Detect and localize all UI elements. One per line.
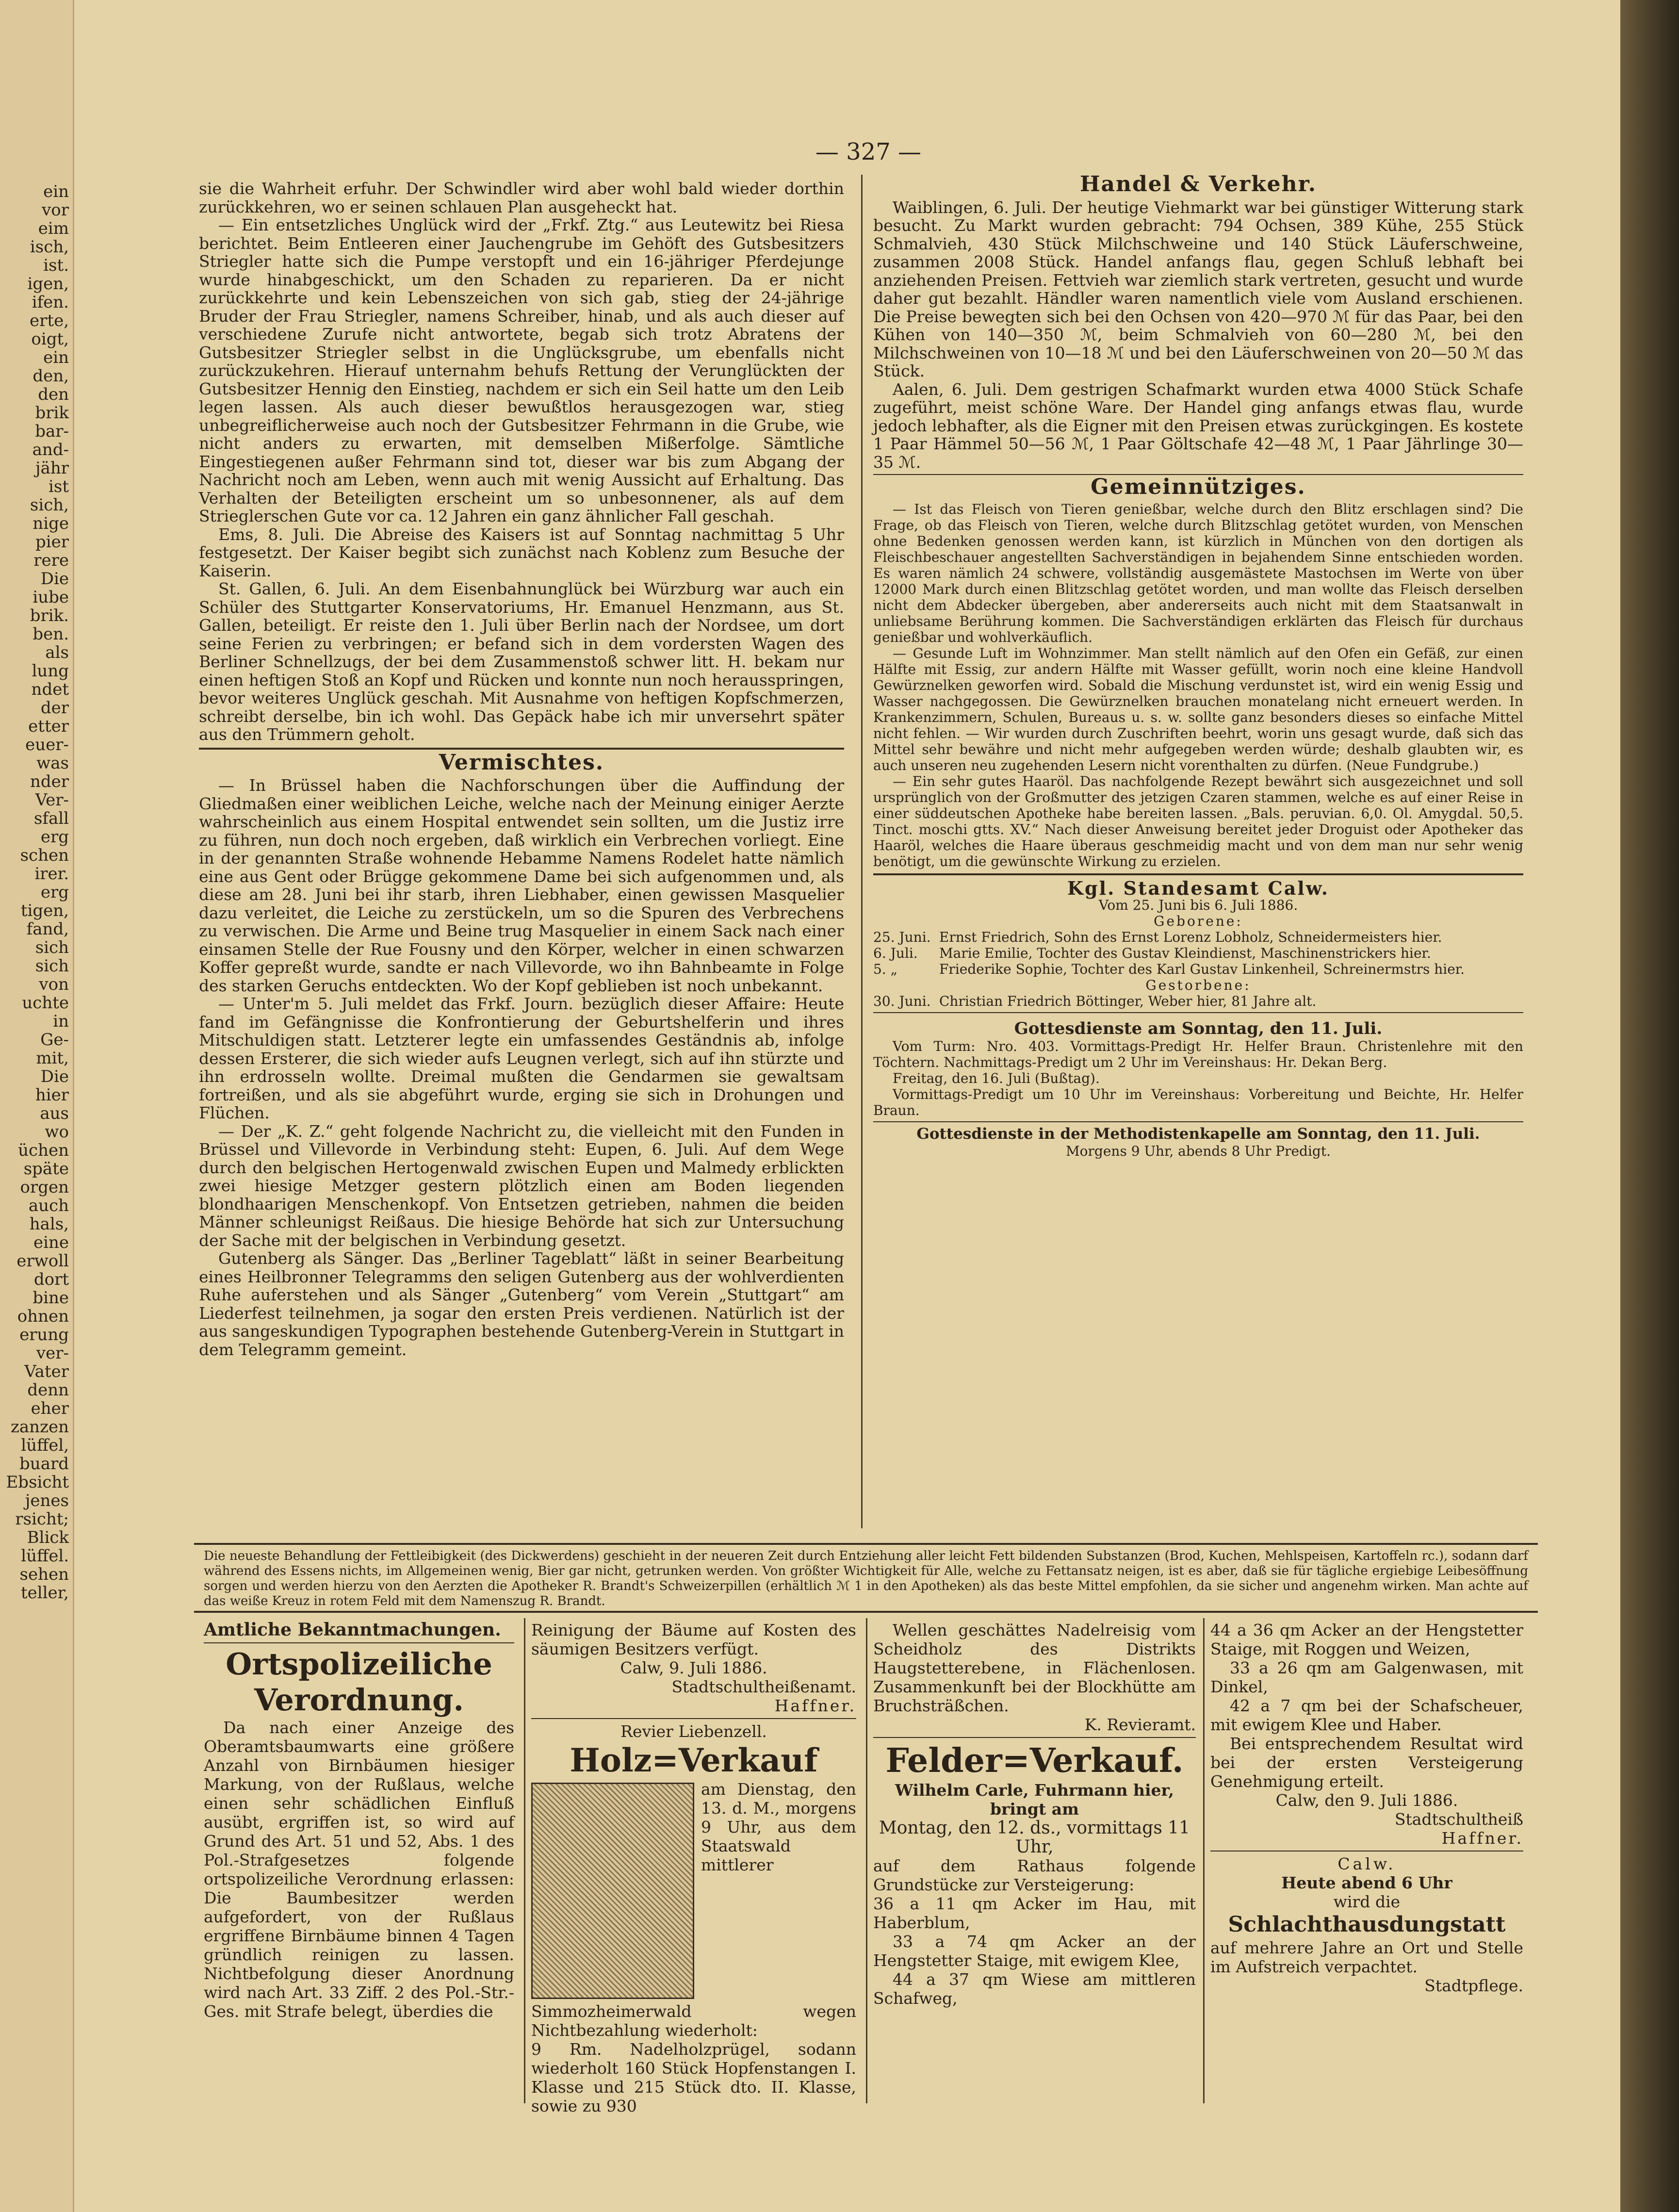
prev-page-fragment: erwoll <box>16 1251 69 1271</box>
prev-page-fragment: oigt, <box>31 329 69 349</box>
ad-text: Heute abend 6 Uhr <box>1281 1873 1452 1892</box>
article-paragraph: 33 a 26 qm am Galgenwasen, mit Dinkel, <box>1210 1658 1523 1696</box>
ad-banner-fettleibigkeit: Die neueste Behandlung der Fettleibigkeit (des Dickwerdens) geschieht in der neueren Zeit durch Entziehung aller leicht Fett bildenden Substanzen (Brod, Kuchen, Mehlspeisen, Kartoffeln rc.), sodann darf während des Essens nichts, im Allgemeinen wenig, Bier gar nicht, getrunken werden. Von größter Wichtigkeit für Alle, welche zu Fettansatz neigen, ist es aber, daß sie für tägliche ergiebige Leibesöffnung sorgen und werden hierzu von den Aerzten die Apotheker R. Brandt's Schweizerpillen (erhältlich ℳ 1 in den Apotheken) als das beste Mittel empfohlen, da sie sicher und angenehm wirken. Man achte auf das weiße Kreuz in rotem Feld mit dem Namenszug R. Brandt. <box>204 1549 1528 1608</box>
prev-page-fragment: tigen, <box>20 901 69 920</box>
prev-page-fragment: üchen <box>18 1141 69 1160</box>
ad-text: Da nach einer Anzeige des Oberamtsbaumwarts eine größere Anzahl von Birnbäumen hiesiger Markung, von der Rußlaus, welche einen sehr schädlichen Einfluß ausübt, ergriffen ist, so wird auf Grund des Art. 51 und 52, Abs. 1 des Pol.-Strafgesetzes folgende ortspolizeiliche Verordnung erlassen: Die Baumbesitzer werden aufgefordert, von der Rußlaus ergriffene Birnbäume binnen 4 Tagen gründlich reinigen zu lassen. Nichtbefolgung dieser Anordnung wird nach Art. 33 Ziff. 2 des Pol.-Str.-Ges. mit Strafe belegt, überdies die <box>204 1718 514 2021</box>
heading-gemeinnuetziges: Gemeinnütziges. <box>1091 475 1306 499</box>
ad-sign: K. Revieramt. <box>1084 1715 1196 1734</box>
prev-page-fragment: bar- <box>35 422 69 441</box>
gottesdienste-title: Gottesdienste am Sonntag, den 11. Juli. <box>1014 1019 1383 1038</box>
ad-text: 9 Rm. Nadelholzprügel, sodann wiederholt 160 Stück Hopfenstangen I. Klasse und 215 Stück dto. II. Klasse, sowie zu 930 <box>531 2040 856 2115</box>
ad-text: Reinigung der Bäume auf Kosten des säumigen Besitzers verfügt. <box>531 1621 856 1658</box>
prev-page-fragment: mit, <box>36 1049 69 1068</box>
prev-page-fragment: and- <box>32 440 69 459</box>
article-paragraph: Ems, 8. Juli. Die Abreise des Kaisers ist auf Sonntag nachmittag 5 Uhr festgesetzt. Der Kaiser begibt sich zunächst nach Koblenz zum Besuche der Kaiserin. <box>199 524 844 580</box>
entry-text: Friederike Sophie, Tochter des Karl Gustav Linkenheil, Schreinermstrs hier. <box>939 961 1465 977</box>
ad-text: Wilhelm Carle, Fuhrmann hier, bringt am <box>895 1781 1174 1819</box>
section-rule <box>873 873 1523 875</box>
heading-handel: Handel & Verkehr. <box>1079 172 1317 197</box>
ad-holz-verkauf <box>531 1621 856 2115</box>
register-entry <box>873 929 1523 945</box>
article-paragraph: 33 a 74 qm Acker an der Hengstetter Staige, mit ewigem Klee, <box>873 1932 1196 1970</box>
prev-page-fragment: rsicht; <box>15 1509 69 1529</box>
prev-page-fragment: ist <box>49 477 69 496</box>
prev-page-fragment: den, <box>33 366 69 386</box>
prev-page-fragment: Blick <box>27 1528 69 1547</box>
prev-page-fragment: igen, <box>27 274 69 294</box>
ad-title: Schlachthausdungstatt <box>1228 1912 1506 1937</box>
article-paragraph: Aalen, 6. Juli. Dem gestrigen Schafmarkt wurden etwa 4000 Stück Schafe zugeführt, meist schöne Ware. Der Handel ging anfangs etwas flau, wurde jedoch lebhafter, als die Eigner mit den Preisen etwas zurückgingen. Es kostete 1 Paar Hämmel 50—56 ℳ, 1 Paar Göltschafe 42—48 ℳ, 1 Paar Jährlinge 30—35 ℳ. <box>873 379 1523 472</box>
prev-page-fragment: sich <box>35 956 69 976</box>
ad-text: Montag, den 12. ds., vormittags 11 Uhr, <box>879 1818 1190 1857</box>
ad-rule <box>873 1737 1196 1738</box>
banner-top-rule <box>194 1543 1538 1545</box>
prev-page-fragment: orgen <box>20 1178 69 1197</box>
prev-page-fragment: lüffel. <box>21 1546 69 1566</box>
ad-title: Holz=Verkauf <box>570 1741 818 1779</box>
prev-page-fragment: erg <box>40 827 69 847</box>
prev-page-fragment: Ge- <box>40 1030 69 1049</box>
ad-sign: Stadtschultheißenamt. <box>671 1677 856 1696</box>
prev-page-fragment: hals, <box>29 1214 69 1234</box>
prev-page-fragment: ein <box>43 182 69 201</box>
prev-page-fragment: eine <box>33 1233 69 1252</box>
prev-page-fragment: ist. <box>43 256 69 275</box>
prev-page-fragment: den <box>38 385 69 404</box>
standesamt-period: Vom 25. Juni bis 6. Juli 1886. <box>1098 897 1298 913</box>
ad-text: Wellen geschättes Nadelreisig vom Scheidholz des Distrikts Haugstetterebene, in Flächenlosen. Zusammenkunft bei der Blockhütte am Bruchsträßchen. <box>873 1621 1196 1715</box>
ad-grundstuecke-fortsetzung <box>1210 1621 1523 1995</box>
prev-page-fragment: ein <box>43 348 69 367</box>
prev-page-fragment: auch <box>28 1196 69 1215</box>
ad-title: Felder=Verkauf. <box>885 1741 1184 1780</box>
article-paragraph: 42 a 7 qm bei der Schafscheuer, mit ewigem Klee und Haber. <box>1210 1696 1523 1734</box>
prev-page-fragment: lung <box>32 661 69 681</box>
prev-page-fragment: schen <box>20 846 69 865</box>
section-rule <box>873 1121 1523 1122</box>
entry-text: Marie Emilie, Tochter des Gustav Kleindienst, Maschinenstrickers hier. <box>939 945 1431 961</box>
prev-page-fragment: späte <box>23 1159 69 1179</box>
methodisten-times: Morgens 9 Uhr, abends 8 Uhr Predigt. <box>1066 1143 1331 1159</box>
prev-page-fragment: von <box>39 975 69 994</box>
article-paragraph: Gutenberg als Sänger. Das „Berliner Tageblatt“ läßt in seiner Bearbeitung eines Heilbronner Telegramms den seligen Gutenberg aus der wohlverdienten Ruhe auferstehen und als Sänger „Gutenberg“ vom Verein „Stuttgart“ am Liederfest teilnehmen, ja sogar den ersten Preis verdienen. Natürlich ist der aus sangeskundigen Typographen bestehende Gutenberg-Verein in Stuttgart in dem Telegramm gemeint. <box>199 1249 844 1359</box>
prev-page-fragment: sfall <box>33 809 69 828</box>
prev-page-fragment: zanzen <box>10 1417 69 1437</box>
article-paragraph: — Unter'm 5. Juli meldet das Frkf. Journ. bezüglich dieser Affaire: Heute fand im Gefängnisse die Konfrontierung der Geburtshelferin und ihres Mitschuldigen statt. Letzterer legte ein umfassendes Geständnis ab, infolge dessen Ersterer, die sich wieder aufs Leugnen verlegt, sich auf ihn stürzte und ihn erdrosseln wollte. Dreimal mußten die Gendarmen sie gewaltsam fortreißen, und als sie abgeführt wurde, erging sie sich in Drohungen und Flüchen. <box>199 994 844 1122</box>
ad-rule <box>204 1642 514 1643</box>
ad-divider <box>1203 1618 1205 2103</box>
prev-page-fragment: erung <box>19 1325 69 1344</box>
ad-rule <box>1210 1851 1523 1852</box>
column-2 <box>873 172 1523 1159</box>
register-entry <box>873 961 1523 977</box>
prev-page-fragment: Ebsicht <box>6 1473 69 1492</box>
page-number: — 327 — <box>815 138 922 165</box>
prev-page-fragment: buard <box>19 1454 69 1474</box>
book-edge <box>1620 0 1679 2212</box>
column-1 <box>199 180 844 1359</box>
ad-ortspolizeiliche-verordnung <box>204 1621 514 2021</box>
prev-page-fragment: rere <box>33 551 69 570</box>
prev-page-fragment: fand, <box>26 919 69 939</box>
article-paragraph: sie die Wahrheit erfuhr. Der Schwindler wird aber wohl bald wieder dorthin zurückkehren, wo er seinen schlauen Plan ausgeheckt hat. <box>199 179 844 216</box>
prev-page-fragment: iube <box>33 588 69 607</box>
section-rule <box>873 1012 1523 1013</box>
prev-page-fragment: isch, <box>30 237 69 257</box>
entry-date: 5. „ <box>873 961 898 977</box>
entry-date: 6. Juli. <box>873 945 918 961</box>
prev-page-fragment: vor <box>42 200 69 220</box>
ad-sign: Calw, 9. Juli 1886. <box>620 1658 767 1677</box>
ad-divider <box>524 1618 525 2103</box>
banner-bottom-rule <box>194 1611 1538 1613</box>
article-paragraph: Vormittags-Predigt um 10 Uhr im Vereinshaus: Vorbereitung und Beichte, Hr. Helfer Braun. <box>873 1086 1523 1118</box>
prev-page-fragment: erte, <box>30 311 69 330</box>
article-paragraph: Freitag, den 16. Juli (Bußtag). <box>893 1070 1100 1086</box>
methodisten-title: Gottesdienste in der Methodistenkapelle am Sonntag, den 11. Juli. <box>916 1125 1480 1143</box>
prev-page-fragment: sich <box>35 938 69 957</box>
prev-page-fragment: wo <box>45 1122 69 1142</box>
prev-page-fragment: eim <box>38 219 69 238</box>
ad-sign: Stadtschultheiß <box>1394 1810 1523 1829</box>
prev-page-fragment: in <box>53 1012 69 1031</box>
prev-page-fragment: denn <box>27 1380 69 1400</box>
prev-page-fragment: ben. <box>33 624 69 644</box>
prev-page-fragment: Vater <box>24 1362 69 1381</box>
prev-page-fragment: ndet <box>31 680 69 699</box>
section-rule <box>199 748 844 750</box>
prev-page-fragment: uchte <box>22 993 69 1013</box>
prev-page-fragment: sich, <box>30 495 69 515</box>
prev-page-fragment: pier <box>35 532 69 552</box>
ad-place: Calw. <box>1337 1854 1396 1873</box>
woodcut-illustration <box>531 1783 694 1999</box>
article-paragraph: Waiblingen, 6. Juli. Der heutige Viehmarkt war bei günstiger Witterung stark besucht. Zu Markt wurden gebracht: 794 Ochsen, 389 Kühe, 255 Stück Schmalvieh, 430 Stück Milchschweine und 140 Stück Läuferschweine, zusammen 2008 Stück. Handel anfangs flau, gegen Schluß lebhaft bei anziehenden Preisen. Fettvieh war ziemlich stark vertreten, gesucht und wurde daher gut bezahlt. Händler waren namentlich viele vom Ausland erschienen. Die Preise bewegten sich bei den Ochsen von 420—970 ℳ für das Paar, bei den Kühen von 140—350 ℳ, beim Schmalvieh von 60—280 ℳ, bei den Milchschweinen von 10—18 ℳ und bei den Läuferschweinen von 20—50 ℳ das Stück. <box>873 197 1523 380</box>
article-paragraph: — Gesunde Luft im Wohnzimmer. Man stellt nämlich auf den Ofen ein Gefäß, zur einen Hälfte mit Essig, zur andern Hälfte mit Wasser gefüllt, worin noch eine kleine Handvoll Gewürznelken geworfen wird. Sobald die Mischung verdunstet ist, wird ein wenig Essig und Wasser nachgegossen. Die Gewürznelken brauchen monatelang nicht erneuert werden. In Krankenzimmern, Schulen, Bureaus u. s. w. sollte ganz besonders dieses so einfache Mittel nicht fehlen. — Wir wurden durch Zuschriften beehrt, worin uns gesagt wurde, daß sich das Mittel sehr bewähre und nicht mehr aufgegeben werden würde; deshalb glaubten wir, es auch unseren neu zugehenden Lesern nicht vorenthalten zu dürfen. (Neue Fundgrube.) <box>873 645 1523 773</box>
prev-page-fragment: hier <box>35 1085 69 1105</box>
prev-page-fragment: Ver- <box>35 790 69 810</box>
article-paragraph: St. Gallen, 6. Juli. An dem Eisenbahnunglück bei Würzburg war auch ein Schüler des Stuttgarter Konservatoriums, Hr. Emanuel Henzmann, aus St. Gallen, beteiligt. Er reiste den 1. Juli über Berlin nach der Nordsee, um dort seine Ferien zu verbringen; er befand sich in dem vordersten Wagen des Berliner Schnellzugs, der bei dem Zusammenstoß schwer litt. H. bekam nur einen heftigen Stoß an Kopf und Rücken und konnte nun noch herausspringen, bevor weiteres Unglück geschah. Mit Ausnahme von heftigen Kopfschmerzen, schreibt derselbe, bin ich wohl. Das Gepäck habe ich mir unversehrt später aus den Trümmern geholt. <box>199 579 844 744</box>
article-paragraph: — Der „K. Z.“ geht folgende Nachricht zu, die vielleicht mit den Funden in Brüssel und Villevorde in Verbindung steht: Eupen, 6. Juli. Auf dem Wege durch den belgischen Hertogenwald zwischen Eupen und Malmedy erblickten zwei hiesige Metzger gestern plötzlich einen am Boden liegenden blondhaarigen Menschenkopf. Von Entsetzen getrieben, nahmen die beiden Männer schleunigst Reißaus. Die hiesige Behörde hat sich zur Untersuchung der Sache mit der belgischen in Verbindung gesetzt. <box>199 1121 844 1250</box>
prev-page-fragment: eher <box>31 1399 69 1418</box>
ad-sign: Haffner. <box>1441 1829 1523 1848</box>
ad-sign: Calw, den 9. Juli 1886. <box>1275 1791 1458 1810</box>
prev-page-fragment: der <box>40 698 69 718</box>
previous-page-strip <box>0 0 74 2212</box>
prev-page-fragment: ohnen <box>17 1307 69 1326</box>
ad-felder-verkauf <box>873 1621 1196 2008</box>
prev-page-fragment: ifen. <box>32 293 69 312</box>
ad-text: auf dem Rathaus folgende Grundstücke zur Versteigerung: <box>873 1856 1196 1894</box>
article-paragraph: 44 a 36 qm Acker an der Hengstetter Staige, mit Roggen und Weizen, <box>1210 1621 1523 1658</box>
prev-page-fragment: erg <box>40 883 69 902</box>
geborene-label: Geborene: <box>1154 913 1243 929</box>
prev-page-fragment: lüffel, <box>21 1436 69 1455</box>
ad-revier: Revier Liebenzell. <box>620 1722 767 1741</box>
entry-date: 25. Juni. <box>873 929 931 945</box>
entry-text: Ernst Friedrich, Sohn des Ernst Lorenz Lobholz, Schneidermeisters hier. <box>939 929 1442 945</box>
article-paragraph: — Ein entsetzliches Unglück wird der „Frkf. Ztg.“ aus Leutewitz bei Riesa berichtet. Beim Entleeren einer Jauchengrube im Gehöft des Gutsbesitzers Striegler hatte sich die Pumpe verstopft und ein 16-jähriger Pferdejunge wurde hinabgeschickt, um den Schaden zu reparieren. Da er nicht zurückkehrte und kein Lebenszeichen von sich gab, stieg der 24-jährige Bruder der Frau Striegler, namens Schreiber, hinab, und als auch dieser auf verschiedene Zurufe nicht antwortete, begab sich trotz Abratens der Gutsbesitzer Striegler selbst in die Unglücksgrube, um ebenfalls nicht zurückzukehren. Hierauf unternahm behufs Rettung der Verunglückten der Gutsbesitzer Hennig den Einstieg, nachdem er sich ein Seil hatte um den Leib legen lassen. Als auch dieser bewußtlos herausgezogen war, stieg unbegreiflicherweise auch noch der Gutsbesitzer Fehrmann in die Grube, wie nicht anders zu erwarten, mit demselben Mißerfolge. Sämtliche Eingestiegenen außer Fehrmann sind tot, dieser war bis zum Abgang der Nachricht noch am Leben, wenn auch mit wenig Aussicht auf Erhaltung. Das Verhalten der Beteiligten erscheint um so unbesonnener, als auf dem Strieglerschen Gute vor ca. 12 Jahren ein ganz ähnlicher Fall geschah. <box>199 215 844 525</box>
ad-text: auf mehrere Jahre an Ort und Stelle im Aufstreich verpachtet. <box>1210 1938 1523 1976</box>
article-paragraph: — In Brüssel haben die Nachforschungen über die Auffindung der Gliedmaßen einer weiblichen Leiche, welche nach der Meinung einiger Aerzte wahrscheinlich aus einem Hospital entwendet sein sollten, um die Justiz irre zu führen, nun doch noch ergeben, daß wirklich ein Verbrechen vorliegt. Eine in der genannten Straße wohnende Hebamme Namens Rodelet hatte nämlich eine aus Gent oder Brügge gekommene Dame bei sich aufgenommen und, als diese am 28. Juni bei ihr starb, ihren Liebhaber, einen gewissen Masquelier dazu verleitet, die Leiche zu zerstückeln, um so die Spuren des Verbrechens zu verwischen. Die Arme und Beine trug Masquelier in einem Sack nach einer einsamen Stelle der Rue Fousny und den Körper, welcher in einen schwarzen Koffer gepreßt wurde, sandte er nach Villevorde, wo ihn Bahnbeamte in Folge des starken Geruchs entdeckten. Wo der Kopf geblieben ist noch unbekannt. <box>199 776 844 995</box>
amtliche-bekanntmachungen: Amtliche Bekanntmachungen. <box>204 1620 501 1640</box>
prev-page-fragment: euer- <box>25 735 69 754</box>
entry-date: 30. Juni. <box>873 993 931 1009</box>
prev-page-fragment: dort <box>33 1270 69 1289</box>
heading-vermischtes: Vermischtes. <box>439 750 604 775</box>
prev-page-fragment: Die <box>40 1067 69 1086</box>
prev-page-fragment: was <box>36 754 69 773</box>
standesamt-title: Kgl. Standesamt Calw. <box>1067 877 1329 899</box>
prev-page-fragment: Die <box>40 569 69 589</box>
register-entry <box>873 993 1523 1009</box>
prev-page-fragment: irer. <box>34 864 69 884</box>
gestorbene-label: Gestorbene: <box>1145 977 1251 993</box>
register-entry <box>873 945 1523 961</box>
article-paragraph: — Ist das Fleisch von Tieren genießbar, welche durch den Blitz erschlagen sind? Die Frage, ob das Fleisch von Tieren, welche durch Blitzschlag getötet wurden, von Menschen ohne Bedenken genossen werden kann, ist kürzlich in München von den dortigen als Fleischbeschauer angestellten Sachverständigen in bejahendem Sinne entschieden worden. Es waren nämlich 24 schwere, vollständig ausgemästete Mastochsen im Werte von über 12000 Mark durch einen Blitzschlag getötet worden, und man wollte das Fleisch derselben nicht dem Abdecker übergeben, aber andererseits auch nicht mit dem Staatsanwalt in unliebsame Berührung kommen. Die Sachverständigen erklärten das Fleisch für durchaus genießbar und wohlverkäuflich. <box>873 501 1523 645</box>
ad-text: Bei entsprechendem Resultat wird bei der ersten Versteigerung Genehmigung erteilt. <box>1210 1734 1523 1791</box>
prev-page-fragment: bine <box>33 1288 69 1308</box>
ad-sign: Haffner. <box>774 1696 856 1715</box>
prev-page-fragment: aus <box>40 1104 69 1123</box>
prev-page-fragment: etter <box>28 717 69 736</box>
prev-page-fragment: brik. <box>30 606 69 625</box>
entry-text: Christian Friedrich Böttinger, Weber hier, 81 Jahre alt. <box>939 993 1317 1009</box>
ad-text: am Dienstag, den 13. d. M., morgens 9 Uhr, aus dem Staatswald mittlerer Simmozheimerwald wegen Nichtbezahlung wiederholt: <box>531 1780 856 2040</box>
prev-page-fragment: nder <box>30 772 69 791</box>
prev-page-fragment: jenes <box>25 1491 69 1510</box>
ad-rule <box>531 1718 856 1719</box>
article-paragraph: 44 a 37 qm Wiese am mittleren Schafweg, <box>873 1970 1196 2008</box>
ad-sign: Stadtpflege. <box>1424 1976 1523 1995</box>
prev-page-fragment: brik <box>35 403 69 423</box>
ad-title: Ortspolizeiliche Verordnung. <box>226 1646 492 1718</box>
article-paragraph: — Ein sehr gutes Haaröl. Das nachfolgende Rezept bewährt sich ausgezeichnet und soll ursprünglich von der Großmutter des jetzigen Czaren stammen, welche es auf einer Reise in einer süddeutschen Apotheke habe bereiten lassen. „Bals. peruvian. 6,0. Ol. Amygdal. 50,5. Tinct. moschi gtts. XV.“ Nach dieser Anweisung bereitet jeder Droguist oder Apotheker das Haaröl, welches die Haare überaus geschmeidig macht und von dem man nur sehr wenig benötigt, um die gewünschte Wirkung zu erzielen. <box>873 773 1523 869</box>
prev-page-fragment: sehen <box>19 1565 69 1584</box>
prev-page-fragment: jähr <box>35 459 69 478</box>
article-paragraph: Vom Turm: Nro. 403. Vormittags-Predigt Hr. Helfer Braun. Christenlehre mit den Töchtern. Nachmittags-Predigt um 2 Uhr im Vereinshaus: Hr. Dekan Berg. <box>873 1038 1523 1070</box>
column-divider <box>861 175 863 1528</box>
ad-divider <box>866 1618 867 2103</box>
prev-page-fragment: nige <box>33 514 69 533</box>
article-paragraph: 36 a 11 qm Acker im Hau, mit Haberblum, <box>873 1894 1196 1932</box>
ad-text: wird die <box>1333 1892 1401 1911</box>
prev-page-fragment: ver- <box>36 1344 69 1363</box>
prev-page-fragment: teller, <box>21 1583 69 1603</box>
prev-page-fragment: als <box>45 643 69 662</box>
